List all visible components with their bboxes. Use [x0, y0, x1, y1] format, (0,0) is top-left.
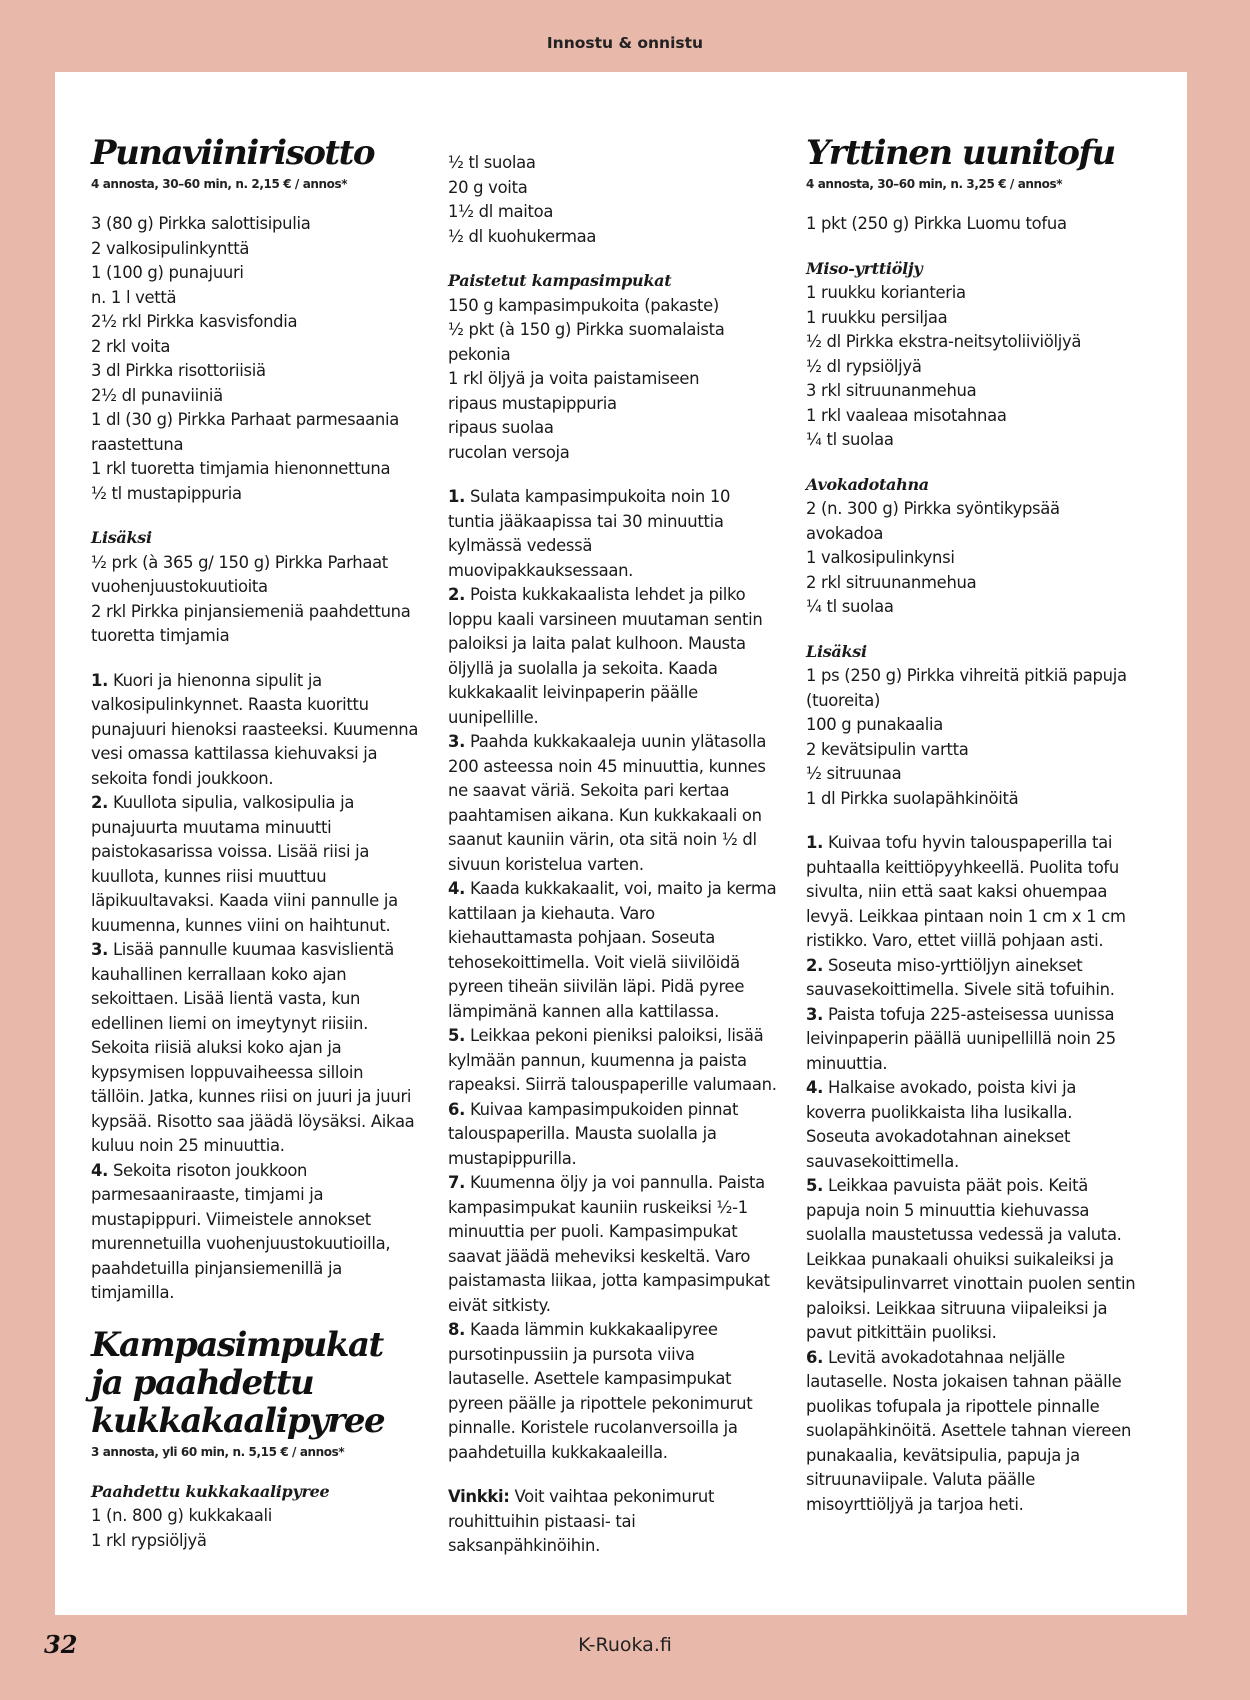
page-number: 32 [44, 1630, 78, 1659]
ingredients-risotto [91, 212, 421, 506]
step-text: Lisää pannulle kuumaa kasvislientä kauhallinen kerrallaan koko ajan sekoittaen. Lisää lientä vasta, kun edellinen liemi on imeytynyt riisiin. Sekoita riisiä aluksi koko ajan ja kypsymisen loppuvaiheessa silloin tällöin. Jatka, kunnes riisi on juuri ja juuri kypsää. Risotto saa jäädä löysäksi. Aikaa kuluu noin 25 minuuttia. [91, 940, 415, 1155]
step-text: Kuivaa kampasimpukoiden pinnat talouspaperilla. Mausta suolalla ja mustapippurilla. [448, 1099, 739, 1168]
ingredient-item: ½ tl mustapippuria [91, 483, 242, 503]
column-right [806, 134, 1136, 1537]
ingredient-item: 2 (n. 300 g) Pirkka syöntikypsää avokadoa [806, 499, 1060, 543]
subheading-puree: Paahdettu kukkakaalipyree [91, 1481, 330, 1501]
instruction-step [91, 669, 421, 792]
ingredients-miso-oil [806, 281, 1136, 453]
ingredient-item: 1 dl (30 g) Pirkka Parhaat parmesaania raastettuna [91, 410, 399, 454]
ingredient-item: ½ pkt (à 150 g) Pirkka suomalaista pekonia [448, 320, 725, 364]
column-middle [448, 151, 778, 1559]
step-text: Paista tofuja 225-asteisessa uunissa leivinpaperin päällä uunipellillä noin 25 minuuttia. [806, 1004, 1116, 1073]
ingredient-item: ¼ tl suolaa [806, 597, 894, 616]
step-text: Poista kukkakaalista lehdet ja pilko loppu kaali varsineen muutaman sentin paloiksi ja laita palat kulhoon. Mausta öljyllä ja suolalla ja sekoita. Kaada kukkakaalit leivinpaperin päälle uunipellille. [448, 585, 763, 727]
instruction-step [448, 730, 778, 877]
step-text: Soseuta miso-yrttiöljyn ainekset sauvasekoittimella. Sivele sitä tofuihin. [806, 955, 1115, 999]
step-number: 2. [806, 955, 824, 975]
ingredient-item: 1 pkt (250 g) Pirkka Luomu tofua [806, 214, 1067, 233]
title-line: Kampasimpukat [91, 1324, 383, 1365]
instruction-step [448, 485, 778, 583]
ingredient-item: 3 dl Pirkka risottoriisiä [91, 361, 266, 380]
subheading-tofu-extras: Lisäksi [806, 641, 867, 661]
ingredients-scallops [448, 294, 778, 466]
step-number: 7. [448, 1173, 466, 1192]
ingredient-item: 1 ruukku korianteria [806, 283, 966, 302]
ingredient-item: 1 rkl öljyä ja voita paistamiseen [448, 369, 700, 388]
step-text: Kuumenna öljy ja voi pannulla. Paista kampasimpukat kauniin ruskeiksi ½-1 minuuttia per puoli. Kampasimpukat saavat jäädä meheviksi keskeltä. Varo paistamasta liikaa, jotta kampasimpukat eivät sitkisty. [448, 1173, 770, 1315]
step-number: 6. [806, 1347, 824, 1367]
ingredient-item: n. 1 l vettä [91, 287, 177, 307]
step-number: 5. [448, 1026, 466, 1045]
ingredient-item: 3 (80 g) Pirkka salottisipulia [91, 214, 311, 233]
tip [448, 1485, 778, 1559]
ingredient-item: 1 (n. 800 g) kukkakaali [91, 1506, 272, 1525]
ingredient-item: 2 rkl sitruunanmehua [806, 572, 977, 592]
recipe-meta-risotto: 4 annosta, 30–60 min, n. 2,15 € / annos* [91, 177, 348, 191]
instruction-step [806, 1076, 1136, 1174]
ingredient-item: ½ dl rypsiöljyä [806, 356, 922, 376]
ingredient-item: 3 rkl sitruunanmehua [806, 381, 977, 400]
instruction-step [448, 1098, 778, 1172]
ingredient-item: ½ sitruunaa [806, 764, 902, 783]
ingredients-avocado [806, 497, 1136, 620]
step-number: 1. [806, 833, 824, 852]
instruction-step [91, 791, 421, 938]
column-left [91, 134, 421, 1573]
step-number: 5. [806, 1176, 824, 1195]
title-line: kukkakaalipyree [91, 1400, 385, 1441]
ingredient-item: 150 g kampasimpukoita (pakaste) [448, 295, 720, 315]
ingredient-item: 1 valkosipulinkynsi [806, 548, 955, 567]
instruction-step [806, 831, 1136, 954]
step-text: Paahda kukkakaaleja uunin ylätasolla 200 asteessa noin 45 minuuttia, kunnes ne saavat väriä. Sekoita pari kertaa paahtamisen aikana. Kun kukkakaali on saanut kauniin värin, ota sitä noin ½ dl sivuun koristelua varten. [448, 732, 767, 874]
ingredients-puree-a [91, 1504, 421, 1553]
instruction-step [448, 1024, 778, 1098]
extras-risotto [91, 551, 421, 649]
tip-label: Vinkki: [448, 1487, 510, 1506]
ingredient-item: ½ dl Pirkka ekstra-neitsytoliiviöljyä [806, 332, 1082, 351]
instruction-step [448, 1171, 778, 1318]
ingredient-item: rucolan versoja [448, 442, 570, 462]
ingredient-item: 2½ rkl Pirkka kasvisfondia [91, 312, 298, 331]
step-number: 4. [806, 1078, 824, 1097]
ingredient-item: ¼ tl suolaa [806, 430, 894, 449]
step-text: Levitä avokadotahnaa neljälle lautaselle. Nosta jokaisen tahnan päälle puolikas tofupala ja ripottele pinnalle suolapähkinöitä. Asettele tahnan viereen punakaalia, kevätsipulia, papuja ja sitruunaviipale. Valuta päälle misoyrttiöljyä ja tarjoa heti. [806, 1347, 1132, 1514]
instruction-step [448, 877, 778, 1024]
steps-scallops [448, 485, 778, 1465]
ingredient-item: tuoretta timjamia [91, 626, 230, 645]
recipe-meta-tofu: 4 annosta, 30–60 min, n. 3,25 € / annos* [806, 177, 1063, 191]
step-number: 3. [448, 732, 466, 751]
footer-site: K-Ruoka.fi [578, 1634, 672, 1656]
instruction-step [806, 1346, 1136, 1518]
step-text: Leikkaa pavuista päät pois. Keitä papuja noin 5 minuuttia kiehuvassa suolalla maustetussa vedessä ja valuta. Leikkaa punakaali ohuiksi suikaleiksi ja kevätsipulinvarret vinottain puolen sentin paloiksi. Leikkaa sitruuna viipaleiksi ja pavut pitkittäin puoliksi. [806, 1176, 1136, 1342]
recipe-title-risotto: Punaviinirisotto [91, 133, 374, 173]
recipe-title-tofu: Yrttinen uunitofu [806, 133, 1115, 173]
ingredient-item: ½ tl suolaa [448, 153, 536, 172]
step-number: 2. [91, 793, 109, 812]
ingredient-item: 2 rkl voita [91, 336, 171, 356]
ingredient-item: 2½ dl punaviiniä [91, 385, 223, 405]
step-text: Kuullota sipulia, valkosipulia ja punajuurta muutama minuutti paistokasarissa voissa. Lisää riisi ja kuullota, kunnes riisi muuttuu läpikuultavaksi. Kaada viini pannulle ja kuumenna, kunnes viini on haihtunut. [91, 793, 398, 935]
step-number: 8. [448, 1320, 466, 1339]
instruction-step [91, 1159, 421, 1306]
instruction-step [806, 1003, 1136, 1077]
title-line: ja paahdettu [91, 1362, 314, 1403]
subheading-miso-oil: Miso-yrttiöljy [806, 258, 923, 278]
step-text: Kuori ja hienonna sipulit ja valkosipulinkynnet. Raasta kuorittu punajuuri hienoksi raasteeksi. Kuumenna vesi omassa kattilassa kiehuvaksi ja sekoita fondi joukkoon. [91, 670, 419, 788]
ingredient-item: 2 kevätsipulin vartta [806, 739, 969, 759]
ingredient-item: 1½ dl maitoa [448, 202, 554, 221]
step-number: 3. [91, 940, 109, 959]
subheading-risotto-extras: Lisäksi [91, 528, 152, 547]
recipe-title-scallops [91, 1326, 421, 1440]
step-text: Halkaise avokado, poista kivi ja koverra puolikkaista liha lusikalla. Soseuta avokadotahnan ainekset sauvasekoittimella. [806, 1078, 1077, 1171]
ingredient-item: 20 g voita [448, 177, 528, 197]
ingredients-puree-b [448, 151, 778, 249]
section-header: Innostu & onnistu [546, 34, 704, 52]
step-number: 6. [448, 1099, 466, 1119]
tip-text: Voit vaihtaa pekonimurut rouhittuihin pistaasi- tai saksanpähkinöihin. [448, 1487, 715, 1555]
step-number: 1. [448, 487, 466, 506]
instruction-step [806, 1174, 1136, 1346]
ingredient-item: 1 rkl vaaleaa misotahnaa [806, 405, 1007, 425]
ingredient-item: 1 dl Pirkka suolapähkinöitä [806, 788, 1019, 808]
ingredient-item: ripaus mustapippuria [448, 393, 617, 413]
ingredient-item: ½ dl kuohukermaa [448, 226, 597, 246]
ingredient-item: 1 rkl rypsiöljyä [91, 1530, 207, 1550]
step-text: Sekoita risoton joukkoon parmesaaniraaste, timjami ja mustapippuri. Viimeistele annokset murennetuilla vuohenjuustokuutioilla, paahdetuilla pinjansiemenillä ja timjamilla. [91, 1160, 391, 1302]
instruction-step [448, 1318, 778, 1465]
ingredient-item: 1 (100 g) punajuuri [91, 263, 244, 282]
ingredient-item: 100 g punakaalia [806, 715, 943, 734]
ingredients-tofu [806, 212, 1136, 237]
ingredient-item: 2 rkl Pirkka pinjansiemeniä paahdettuna [91, 601, 411, 621]
step-text: Leikkaa pekoni pieniksi paloiksi, lisää kylmään pannun, kuumenna ja paista rapeaksi. Siirrä talouspaperille valumaan. [448, 1026, 777, 1094]
subheading-scallops: Paistetut kampasimpukat [448, 271, 672, 290]
ingredient-item: 1 ruukku persiljaa [806, 307, 948, 327]
step-text: Kaada kukkakaalit, voi, maito ja kerma kattilaan ja kiehauta. Varo kiehauttamasta pohjaan. Soseuta tehosekoittimella. Voit vielä siivilöidä pyreen tiheän siivilän läpi. Pidä pyree lämpimänä kannen alla kattilassa. [448, 879, 777, 1021]
recipe-meta-scallops: 3 annosta, yli 60 min, n. 5,15 € / annos* [91, 1444, 345, 1459]
step-text: Kaada lämmin kukkakaalipyree pursotinpussiin ja pursota viiva lautaselle. Asettele kampasimpukat pyreen päälle ja ripottele pekonimurut pinnalle. Koristele rucolanversoilla ja paahdetuilla kukkakaaleilla. [448, 1320, 753, 1462]
steps-risotto [91, 669, 421, 1306]
instruction-step [448, 583, 778, 730]
ingredient-item: 1 rkl tuoretta timjamia hienonnettuna [91, 459, 391, 478]
instruction-step [91, 938, 421, 1159]
step-number: 3. [806, 1004, 824, 1024]
extras-tofu [806, 664, 1136, 811]
step-number: 1. [91, 670, 109, 690]
ingredient-item: ½ prk (à 365 g/ 150 g) Pirkka Parhaat vuohenjuustokuutioita [91, 552, 388, 596]
step-text: Sulata kampasimpukoita noin 10 tuntia jääkaapissa tai 30 minuuttia kylmässä vedessä muovipakkauksessaan. [448, 487, 731, 580]
ingredient-item: 2 valkosipulinkynttä [91, 238, 250, 258]
ingredient-item: 1 ps (250 g) Pirkka vihreitä pitkiä papuja (tuoreita) [806, 666, 1127, 710]
step-number: 2. [448, 585, 466, 604]
step-text: Kuivaa tofu hyvin talouspaperilla tai puhtaalla keittiöpyyhkeellä. Puolita tofu sivulta, niin että saat kaksi ohuempaa levyä. Leikkaa pintaan noin 1 cm x 1 cm ristikko. Varo, ettet viillä pohjaan asti. [806, 833, 1126, 950]
instruction-step [806, 954, 1136, 1003]
ingredient-item: ripaus suolaa [448, 418, 554, 437]
page-sheet [55, 72, 1187, 1615]
step-number: 4. [448, 879, 466, 898]
subheading-avocado: Avokadotahna [806, 474, 929, 494]
steps-tofu [806, 831, 1136, 1517]
step-number: 4. [91, 1160, 109, 1180]
